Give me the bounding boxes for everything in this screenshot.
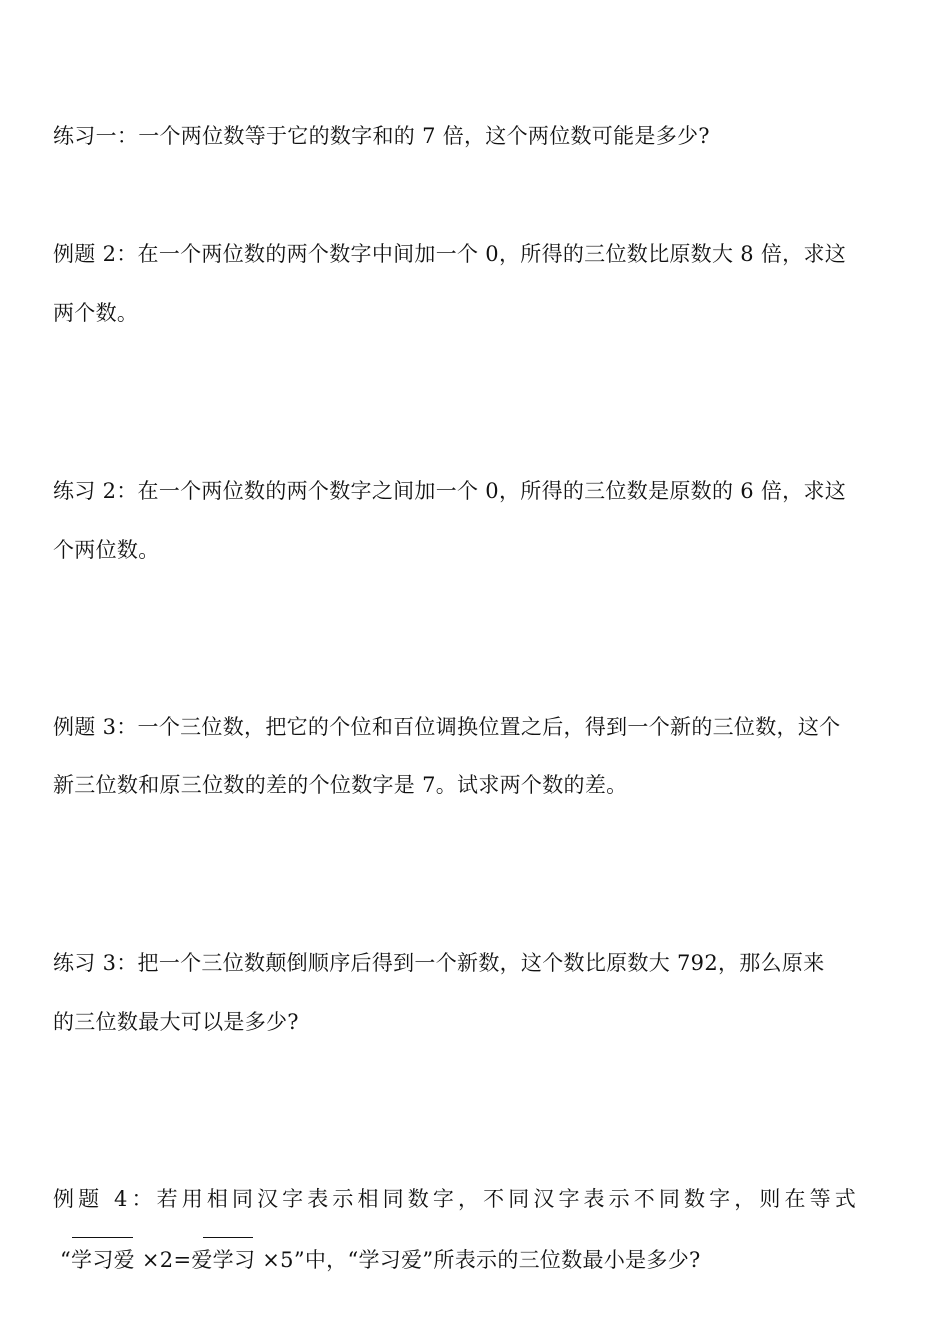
equation-question: ×5”中，“学习爱”所表示的三位数最小是多少?	[255, 1248, 701, 1272]
practice-1-line-1: 练习一：一个两位数等于它的数字和的 7 倍，这个两位数可能是多少?	[53, 124, 710, 148]
equation-operator-1: ×2=	[134, 1248, 192, 1272]
equation-term-1-overlined: “学习爱	[60, 1248, 135, 1272]
equation-term-2-overlined: 爱学习	[191, 1248, 256, 1272]
example-4-equation-line	[60, 1246, 701, 1274]
practice-3-line-1: 练习 3：把一个三位数颠倒顺序后得到一个新数，这个数比原数大 792，那么原来	[53, 951, 825, 975]
example-3-line-1: 例题 3：一个三位数，把它的个位和百位调换位置之后，得到一个新的三位数，这个	[53, 715, 841, 739]
example-2-line-1: 例题 2：在一个两位数的两个数字中间加一个 0，所得的三位数比原数大 8 倍，求这	[53, 242, 847, 266]
example-2-line-2: 两个数。	[53, 301, 139, 325]
practice-2-line-1: 练习 2：在一个两位数的两个数字之间加一个 0，所得的三位数是原数的 6 倍，求这	[53, 479, 847, 503]
example-3-line-2: 新三位数和原三位数的差的个位数字是 7。试求两个数的差。	[53, 773, 628, 797]
practice-2-line-2: 个两位数。	[53, 538, 160, 562]
example-4-line-1: 例题 4：若用相同汉字表示相同数字，不同汉字表示不同数字，则在等式	[53, 1187, 856, 1211]
practice-3-line-2: 的三位数最大可以是多少?	[53, 1010, 299, 1034]
